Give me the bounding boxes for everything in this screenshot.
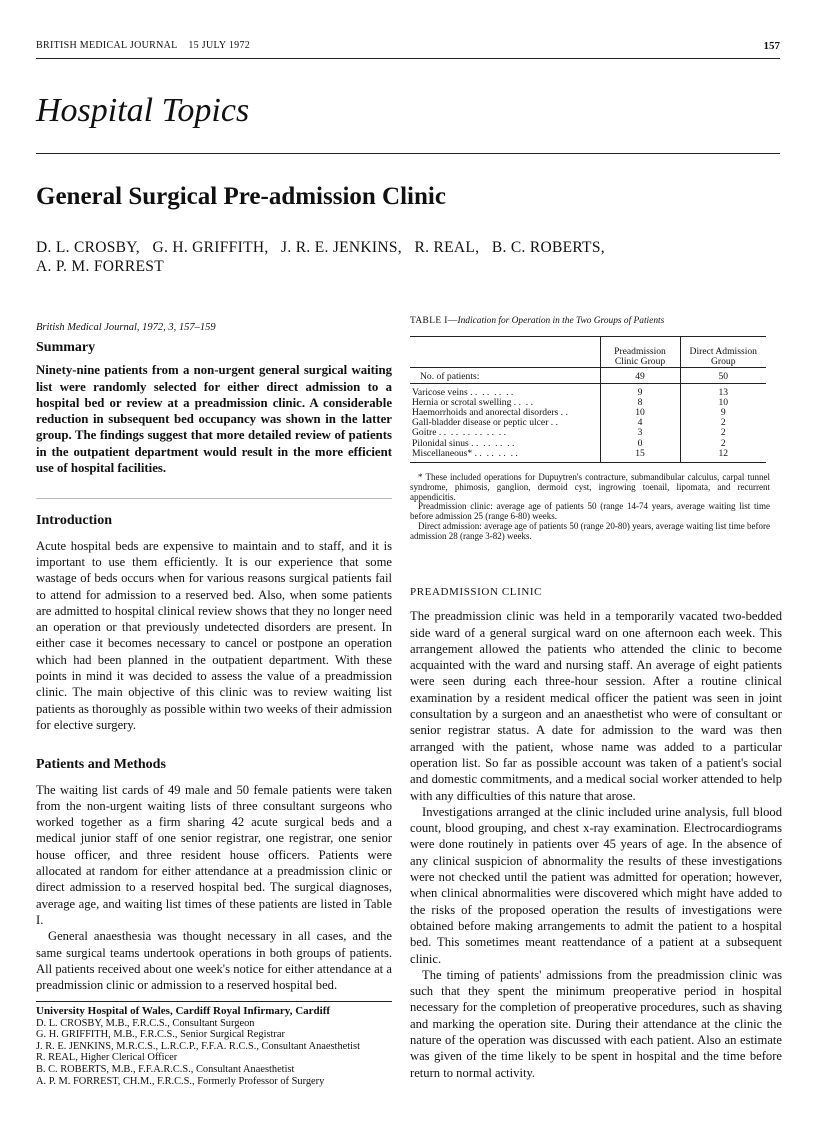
header-rule: [36, 58, 780, 59]
table-label: TABLE I—: [410, 316, 458, 326]
cell-direct: 13: [680, 388, 766, 398]
table-title: Indication for Operation in the Two Groups of Patients: [457, 316, 665, 326]
affiliation-item: A. P. M. FORREST, CH.M., F.R.C.S., Formerly Professor of Surgery: [36, 1075, 325, 1087]
left-column: [36, 340, 392, 993]
cell-direct: 2: [680, 418, 766, 428]
footnote: * These included operations for Dupuytren's contracture, submandibular calculus, carpal tunnel syndrome, phimosis, ganglion, dermoid cyst, ingrowing toenail, lipomata, and recurrent appendicitis.: [410, 471, 770, 502]
cell-preadmission: 3: [600, 428, 680, 438]
cell-preadmission: 15: [600, 449, 680, 463]
row-leader: . . . . . . . .: [472, 447, 518, 459]
cell-direct: 10: [680, 398, 766, 408]
row-leader: . . . . . . . .: [468, 437, 515, 449]
col-header-direct: Direct Admission Group: [680, 337, 766, 367]
introduction-text: Acute hospital beds are expensive to maintain and to staff, and it is important to use them efficiently. It is our experience that some wastage of beds occurs when for various reasons surgical patients fail to attend for admission to a reserved bed. Also, when some patients are admitted to hospital clinical review shows that they no longer need an operation or that previously undetected disorders are present. In either case it becomes necessary to cancel or postpone an operation which had been planned in the outpatient department. With these points in mind it was decided to assess the value of a preadmission clinic. The main objective of this clinic was to review waiting list patients as thoroughly as possible within two weeks of their admission for elective surgery.: [36, 538, 392, 732]
preadmission-heading: PREADMISSION CLINIC: [410, 586, 543, 598]
cell-preadmission: 8: [600, 398, 680, 408]
running-header: [36, 40, 250, 51]
authors-line-1: D. L. CROSBY, G. H. GRIFFITH, J. R. E. JENKINS, R. REAL, B. C. ROBERTS,: [36, 239, 605, 256]
preadmission-paragraph-3: The timing of patients' admissions from the preadmission clinic was such that they spent the minimum preoperative period in hospital necessary for the completion of preoperative procedures, such as shaving and marking the operation site. During their attendance at the clinic the nature of the operation was discussed with each patient. Also an estimate was given of the time likely to be spent in hospital and the time before return to normal activity.: [410, 967, 782, 1080]
article-title: General Surgical Pre-admission Clinic: [36, 183, 446, 210]
row-label: Gall-bladder disease or peptic ulcer: [412, 417, 549, 429]
citation: British Medical Journal, 1972, 3, 157–159: [36, 322, 216, 333]
methods-paragraph-1: The waiting list cards of 49 male and 50 female patients were taken from the non-urgent waiting lists of three consultant surgeons who worked together as a firm sharing 42 acute surgical beds and a medical junior staff of one senior registrar, one registrar, one senior house officer, and three resident house officers. Patients were allocated at random for either attendance at a preadmission clinic or direct admission to a reserved hospital bed. The surgical diagnoses, average age, and waiting list times of these patients are listed in Table I.: [36, 782, 392, 927]
introduction-heading: Introduction: [36, 513, 112, 529]
affiliation-item: D. L. CROSBY, M.B., F.R.C.S., Consultant Surgeon: [36, 1017, 255, 1029]
row-leader: . .: [548, 417, 558, 429]
row-label: Goitre: [412, 427, 437, 439]
table-1: [410, 316, 780, 542]
summary-heading: Summary: [36, 340, 96, 355]
npatients-preadmission: 49: [600, 367, 680, 383]
methods-heading: Patients and Methods: [36, 757, 166, 773]
npatients-label: No. of patients:: [420, 371, 480, 383]
row-label: Haemorrhoids and anorectal disorders: [412, 406, 559, 418]
affiliations: [36, 1006, 406, 1087]
cell-direct: 12: [680, 449, 766, 463]
cell-preadmission: 0: [600, 439, 680, 449]
table-body: [410, 337, 766, 463]
issue-date: 15 JULY 1972: [188, 40, 251, 51]
cell-preadmission: 10: [600, 408, 680, 418]
cell-preadmission: 9: [600, 388, 680, 398]
row-label: Miscellaneous*: [412, 447, 473, 459]
preadmission-paragraph-2: Investigations arranged at the clinic included urine analysis, full blood count, blood grouping, and chest x-ray examination. Electrocardiograms were done routinely in patients over 45 years of age. In the absence of any clinical suspicion of abnormality the results of these investigations were not checked until the patient was admitted for operation; however, when clinical abnormalities were discovered which might have added to the risks of the proposed operation the results of investigations were obtained before making arrangements to admit the patient to a hospital bed. This sometimes meant reattendance of a patient at a subsequent clinic.: [410, 804, 782, 966]
footnote: Preadmission clinic: average age of patients 50 (range 14-74 years, average waiting list time before admission 25 (range 6-80) weeks.: [410, 501, 770, 522]
authors-line-2: A. P. M. FORREST: [36, 258, 164, 275]
row-label: Hernia or scrotal swelling: [412, 396, 512, 408]
row-leader: . .: [558, 406, 568, 418]
cell-direct: 2: [680, 439, 766, 449]
cell-preadmission: 4: [600, 418, 680, 428]
row-label: Varicose veins: [412, 386, 468, 398]
affiliation-item: B. C. ROBERTS, M.B., F.F.A.R.C.S., Consultant Anaesthetist: [36, 1063, 295, 1075]
table-footnotes: [410, 473, 770, 542]
npatients-direct: 50: [680, 367, 766, 383]
cell-direct: 9: [680, 408, 766, 418]
cell-direct: 2: [680, 428, 766, 438]
col-header-preadmission: Preadmission Clinic Group: [600, 337, 680, 367]
affiliation-item: G. H. GRIFFITH, M.B., F.R.C.S., Senior Surgical Registrar: [36, 1029, 285, 1041]
affiliation-rule: [36, 1001, 392, 1002]
table-row: [410, 449, 766, 463]
row-leader: . . . .: [511, 396, 533, 408]
author-list: [36, 238, 756, 276]
page-number: 157: [763, 40, 780, 52]
right-column: [410, 584, 782, 1081]
affiliation-institution: University Hospital of Wales, Cardiff Royal Infirmary, Cardiff: [36, 1005, 331, 1017]
table-caption: [410, 316, 780, 326]
footnote: Direct admission: average age of patients 50 (range 20-80) years, average waiting list time before admission 28 (range 3-82) weeks.: [410, 520, 770, 541]
row-label: Pilonidal sinus: [412, 437, 469, 449]
methods-paragraph-2: General anaesthesia was thought necessary in all cases, and the same surgical teams undertook operations in both groups of patients. All patients received about one week's notice for either attendance at a preadmission clinic or admission to a reserved hospital bed.: [36, 929, 392, 993]
row-leader: . . . . . . . . . . . .: [436, 427, 507, 439]
preadmission-paragraph-1: The preadmission clinic was held in a temporarily vacated two-bedded side ward of a general surgical ward on one afternoon each week. This arrangement allowed the patients who attended the clinic to become acquainted with the ward and nursing staff. An average of eight patients were seen during each three-hour session. After a routine clinical examination by a resident medical officer the patient was seen in joint consultation by a surgeon and an anaesthetist who were of consultant or senior registrar status. A date for admission to the ward was then arranged with the patient, whose name was added to a particular operation list. So far as possible account was taken of a patient's social and domestic commitments, and a medical social worker attended to help with any difficulties of this nature that arose.: [410, 609, 782, 803]
row-leader: . . . . . . . .: [467, 386, 514, 398]
journal-name: BRITISH MEDICAL JOURNAL: [36, 40, 178, 51]
section-title: Hospital Topics: [36, 92, 250, 129]
affiliation-item: R. REAL, Higher Clerical Officer: [36, 1052, 178, 1064]
summary-text: Ninety-nine patients from a non-urgent general surgical waiting list were randomly selected for either direct admission to a hospital bed or review at a preadmission clinic. A considerable reduction in subsequent bed occupancy was shown in the latter group. The findings suggest that more detailed review of patients in the outpatient department would result in the more efficient use of hospital facilities.: [36, 363, 392, 476]
affiliation-item: J. R. E. JENKINS, M.R.C.S., L.R.C.P., F.F.A. R.C.S., Consultant Anaesthetist: [36, 1040, 360, 1052]
section-rule: [36, 153, 780, 154]
